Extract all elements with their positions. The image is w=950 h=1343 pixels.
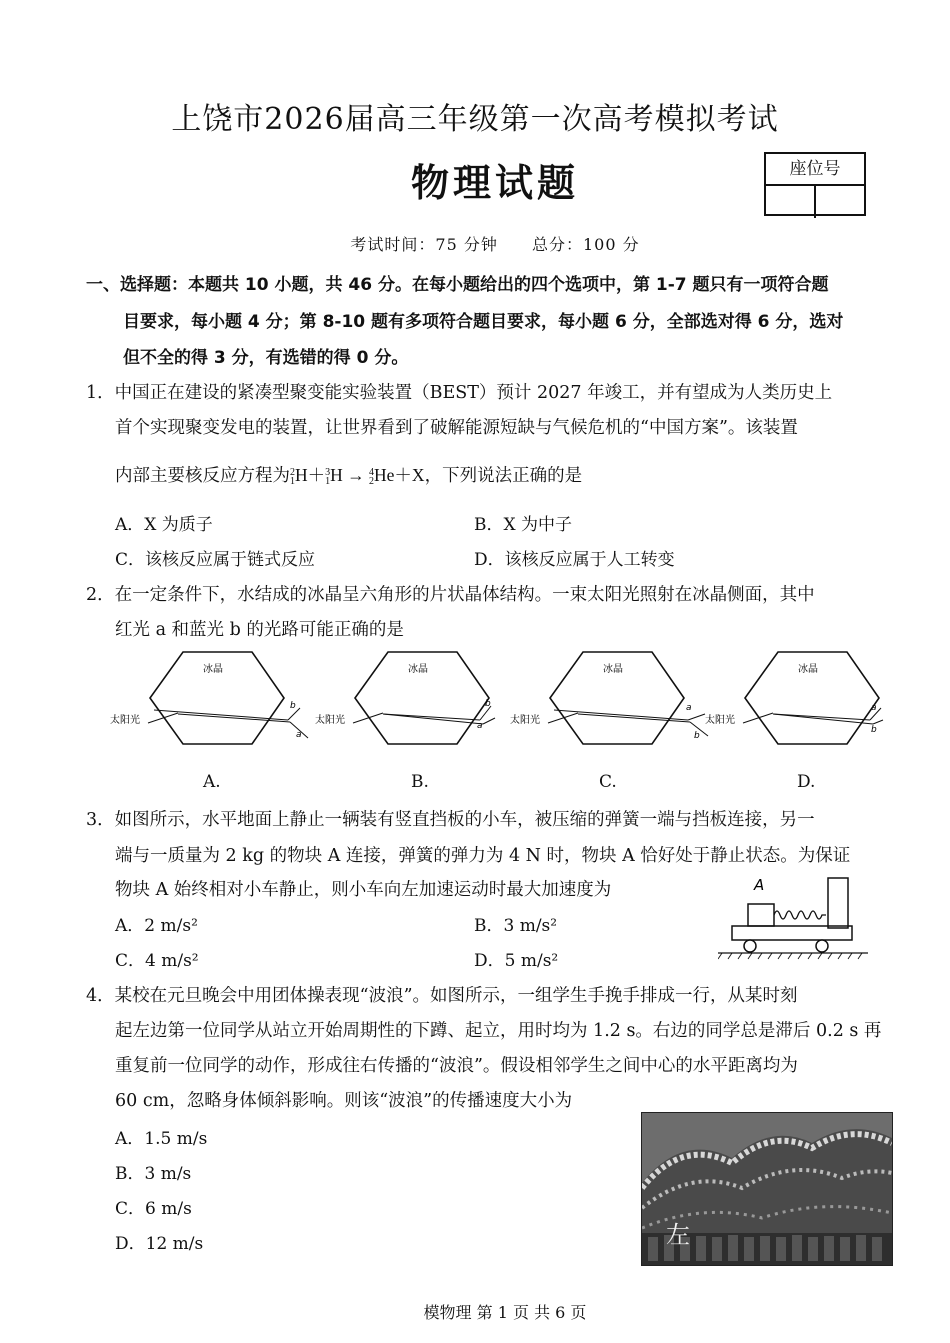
ice-label-c: 冰晶 [603,664,623,675]
ice-label-a: 冰晶 [203,664,223,675]
section1-line3: 但不全的得 3 分，有选错的得 0 分。 [123,348,409,368]
ice-crystal-diagrams [100,648,900,758]
photo-left-label: 左 [666,1221,690,1249]
q1-option-c[interactable]: C．该核反应属于链式反应 [115,550,316,570]
spring [774,911,826,919]
seat-cell-1 [766,186,816,218]
sun-label-d: 太阳光 [705,715,735,726]
q1-line1: 1．中国正在建设的紧凑型聚变能实验装置（BEST）预计 2027 年竣工，并有望成为人类历史上 [86,383,833,403]
q3-option-c[interactable]: C．4 m/s² [115,951,199,971]
diagram-c [510,652,708,744]
diagram-label-d[interactable]: D. [797,772,816,792]
q3-line2: 端与一质量为 2 kg 的物块 A 连接，弹簧的弹力为 4 N 时，物块 A 恰好处于静止状态。为保证 [115,846,851,866]
q1-line3 [115,462,582,487]
sun-label-a: 太阳光 [110,715,140,726]
wheel-right [816,940,828,952]
sun-label-c: 太阳光 [510,715,540,726]
block-a [748,904,774,926]
ray-bottom-d: b [871,725,877,735]
ray-top-a: b [290,701,296,711]
exam-title: 上饶市2026届高三年级第一次高考模拟考试 [171,102,779,137]
diagram-label-c[interactable]: C. [599,772,617,792]
diagram-a [110,652,308,744]
q4-option-c[interactable]: C．6 m/s [115,1199,192,1219]
q3-option-d[interactable]: D．5 m/s² [474,951,559,971]
q3-option-b[interactable]: B．3 m/s² [474,916,558,936]
ray-top-d: a [871,703,877,713]
section1-line1: 一、选择题：本题共 10 小题，共 46 分。在每小题给出的四个选项中，第 1-7 题只有一项符合题 [86,275,829,295]
block-a-label: A [754,876,765,894]
exam-total: 总分：100 分 [531,235,640,254]
ray-bottom-b: a [477,721,483,731]
q2-line2: 红光 a 和蓝光 b 的光路可能正确的是 [115,620,404,640]
q2-line1: 2．在一定条件下，水结成的冰晶呈六角形的片状晶体结构。一束太阳光照射在冰晶侧面，其中 [86,585,815,605]
page-footer: 模物理 第 1 页 共 6 页 [423,1303,587,1322]
diagram-label-a[interactable]: A. [203,772,221,792]
q4-line3: 重复前一位同学的动作，形成往右传播的“波浪”。假设相邻学生之间中心的水平距离均为 [115,1056,798,1076]
seat-cell-2 [816,186,864,218]
ray-top-b: b [485,699,491,709]
ray-bottom-c: b [694,731,700,741]
sun-label-b: 太阳光 [315,715,345,726]
exam-time: 考试时间：75 分钟 [350,235,498,254]
exam-meta [0,232,950,255]
cart-spring-diagram [718,872,878,962]
q1-option-b[interactable]: B．X 为中子 [474,515,572,535]
q1-line3-pre: 内部主要核反应方程为 [115,466,290,486]
nuclear-equation: 2 1H＋3 1H → 4 2He＋X [290,465,425,487]
wheel-left [744,940,756,952]
q1-option-d[interactable]: D．该核反应属于人工转变 [474,550,675,570]
diagram-label-b[interactable]: B. [411,772,429,792]
q4-line4: 60 cm，忽略身体倾斜影响。则该“波浪”的传播速度大小为 [115,1091,573,1111]
q3-option-a[interactable]: A．2 m/s² [115,916,198,936]
q1-line2: 首个实现聚变发电的装置，让世界看到了破解能源短缺与气候危机的“中国方案”。该装置 [115,418,798,438]
q4-line2: 起左边第一位同学从站立开始周期性的下蹲、起立，用时均为 1.2 s。右边的同学总是滞后 0.2 s 再 [115,1021,882,1041]
seat-number-box [764,152,866,216]
wave-photo [641,1112,893,1266]
q4-option-d[interactable]: D．12 m/s [115,1234,204,1254]
seat-number-label: 座位号 [766,154,864,186]
diagram-b [315,652,495,744]
q4-option-b[interactable]: B．3 m/s [115,1164,192,1184]
q1-option-a[interactable]: A．X 为质子 [115,515,213,535]
subject-title: 物理试题 [410,160,579,205]
ray-top-c: a [686,703,692,713]
q3-line3: 物块 A 始终相对小车静止，则小车向左加速运动时最大加速度为 [115,880,612,900]
q4-option-a[interactable]: A．1.5 m/s [115,1129,208,1149]
q3-line1: 3．如图所示，水平地面上静止一辆装有竖直挡板的小车，被压缩的弹簧一端与挡板连接，另一 [86,810,815,830]
ice-label-b: 冰晶 [408,664,428,675]
ray-bottom-a: a [296,730,302,740]
q1-line3-post: ，下列说法正确的是 [424,466,583,486]
diagram-d [705,652,883,744]
section1-line2: 目要求，每小题 4 分；第 8-10 题有多项符合题目要求，每小题 6 分，全部选对得 6 分，选对 [123,312,844,332]
q4-line1: 4．某校在元旦晚会中用团体操表现“波浪”。如图所示，一组学生手挽手排成一行，从某时刻 [86,986,798,1006]
ice-label-d: 冰晶 [798,664,818,675]
